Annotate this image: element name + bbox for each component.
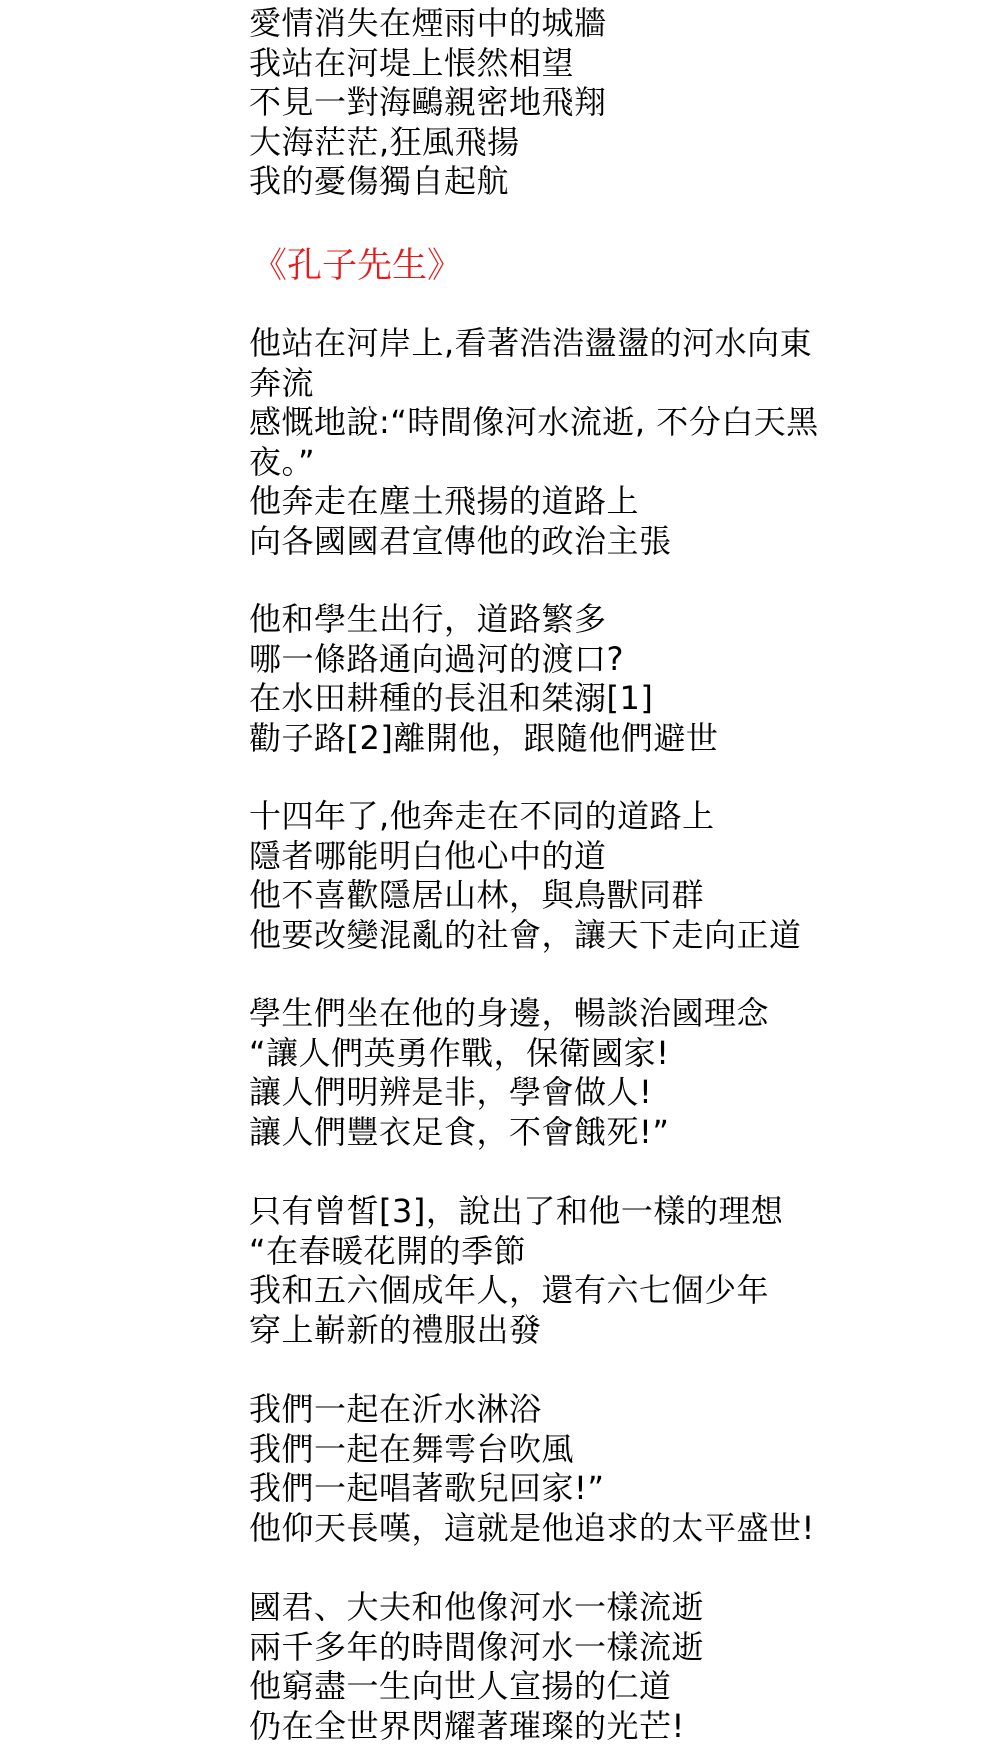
poem-line: 我們一起在舞雩台吹風 bbox=[249, 1429, 575, 1468]
poem-line: 兩千多年的時間像河水一樣流逝 bbox=[249, 1627, 705, 1666]
poem-line: 他窮盡一生向世人宣揚的仁道 bbox=[249, 1667, 672, 1705]
stanza-3 bbox=[249, 797, 969, 955]
poem-line: 穿上嶄新的禮服出發 bbox=[249, 1310, 542, 1349]
poem-line: 讓人們豐衣足食，不會餓死!” bbox=[249, 1112, 670, 1151]
poem-line: 我站在河堤上悵然相望 bbox=[249, 43, 575, 82]
poem-line: 不見一對海鷗親密地飛翔 bbox=[249, 83, 607, 121]
poem-line: “在春暖花開的季節 bbox=[249, 1231, 527, 1270]
poem-line: 他要改變混亂的社會，讓天下走向正道 bbox=[249, 915, 802, 954]
poem-line: 我和五六個成年人，還有六七個少年 bbox=[249, 1271, 770, 1309]
poem-title: 《孔子先生》 bbox=[252, 246, 463, 286]
stanza-5 bbox=[249, 1192, 969, 1350]
poem-line: 他站在河岸上,看著浩浩盪盪的河水向東 bbox=[249, 324, 813, 362]
poem-line: 他仰天長嘆，這就是他追求的太平盛世! bbox=[249, 1508, 815, 1547]
poem-line: 愛情消失在煙雨中的城牆 bbox=[249, 4, 607, 42]
stanza-1 bbox=[249, 324, 969, 561]
poem-line: 勸子路[2]離開他，跟隨他們避世 bbox=[249, 718, 719, 757]
poem-line: 夜。” bbox=[249, 442, 316, 481]
poem-line: “讓人們英勇作戰，保衛國家! bbox=[249, 1033, 670, 1072]
poem-line: 感慨地說:“時間像河水流逝, 不分白天黑 bbox=[249, 403, 819, 441]
poem-line: 我們一起唱著歌兒回家!” bbox=[249, 1469, 605, 1507]
poem-line: 仍在全世界閃耀著璀璨的光芒! bbox=[249, 1706, 685, 1745]
poem-line: 奔流 bbox=[249, 363, 315, 402]
stanza-2 bbox=[249, 600, 969, 758]
poem-line: 大海茫茫,狂風飛揚 bbox=[249, 122, 520, 161]
poem-line: 向各國國君宣傳他的政治主張 bbox=[249, 521, 672, 560]
intro-stanza bbox=[249, 4, 969, 202]
poem-line: 十四年了,他奔走在不同的道路上 bbox=[249, 797, 715, 835]
poem-line: 我的憂傷獨自起航 bbox=[249, 162, 510, 200]
poem-line: 哪一條路通向過河的渡口? bbox=[249, 639, 624, 678]
poem-line: 國君、大夫和他像河水一樣流逝 bbox=[249, 1588, 705, 1626]
poem-line: 他奔走在塵土飛揚的道路上 bbox=[249, 482, 640, 520]
poem-line: 我們一起在沂水淋浴 bbox=[249, 1390, 542, 1428]
stanza-7 bbox=[249, 1588, 969, 1746]
poem-line: 他和學生出行，道路繁多 bbox=[249, 600, 607, 638]
poem-line: 他不喜歡隱居山林，與鳥獸同群 bbox=[249, 876, 705, 914]
poem-line: 讓人們明辨是非，學會做人! bbox=[249, 1073, 653, 1111]
poem-line: 在水田耕種的長沮和桀溺[1] bbox=[249, 679, 654, 717]
poem-line: 只有曾皙[3]，說出了和他一樣的理想 bbox=[249, 1192, 784, 1230]
poem-line: 隱者哪能明白他心中的道 bbox=[249, 836, 607, 875]
stanza-6 bbox=[249, 1390, 969, 1548]
poem-line: 學生們坐在他的身邊，暢談治國理念 bbox=[249, 994, 770, 1032]
stanza-4 bbox=[249, 994, 969, 1152]
